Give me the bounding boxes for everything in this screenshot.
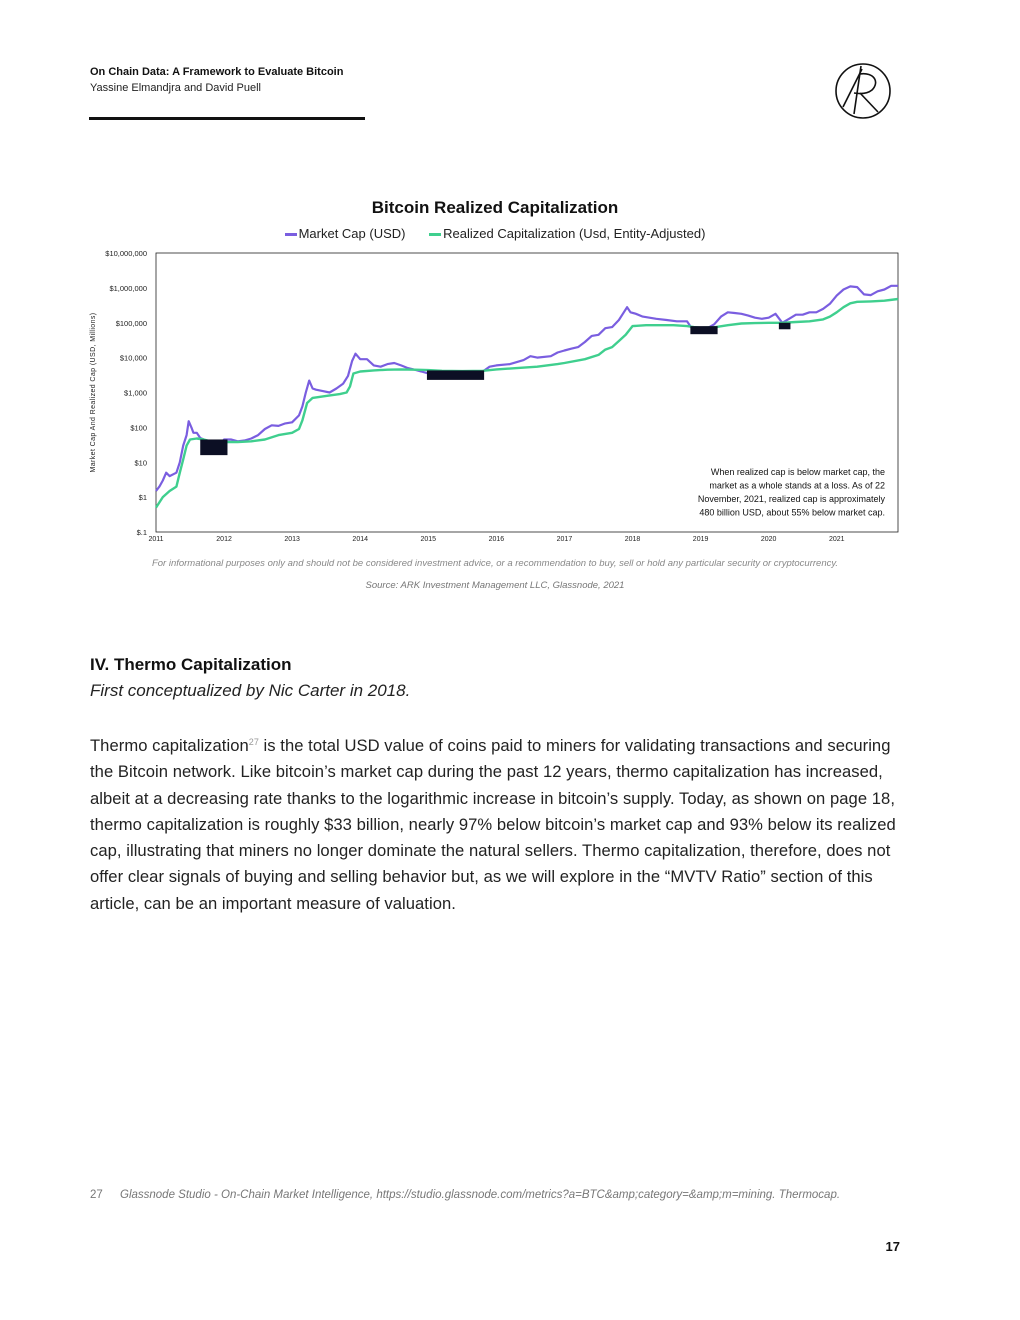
footnote	[90, 1187, 880, 1203]
x-tick-label: 2021	[828, 536, 845, 543]
loss-period-box	[690, 326, 717, 334]
x-tick-label: 2011	[148, 536, 164, 543]
body-paragraph	[90, 733, 908, 917]
chart-source: Source: ARK Investment Management LLC, Glassnode, 2021	[365, 580, 625, 591]
legend-label-market-cap: Market Cap (USD)	[298, 226, 406, 241]
chart-annotation-line: November, 2021, realized cap is approximately	[697, 494, 885, 504]
y-tick-label: $1	[138, 493, 147, 503]
section-heading: IV. Thermo Capitalization	[90, 655, 292, 674]
header-divider	[89, 117, 365, 120]
x-tick-label: 2016	[488, 536, 505, 543]
ark-logo-icon	[834, 62, 892, 120]
document-authors: Yassine Elmandjra and David Puell	[90, 82, 261, 94]
body-text-rest: is the total USD value of coins paid to miners for validating transactions and securing the Bitcoin network. Like bitcoin’s market cap during the past 12 years, thermo capitalization has increased, albeit at a decreasing rate thanks to the logarithmic increase in bitcoin’s supply. Today, as shown on page 18, thermo capitalization is roughly $33 billion, nearly 97% below bitcoin’s market cap and 93% below its realized cap, illustrating that miners no longer dominate the natural sellers. Thermo capitalization, therefore, does not offer clear signals of buying and selling behavior but, as we will explore in the “MVTV Ratio” section of this article, can be an important measure of valuation.	[90, 736, 896, 913]
x-tick-label: 2019	[692, 536, 709, 543]
market-cap-line	[156, 286, 898, 491]
y-tick-label: $10,000	[119, 353, 147, 363]
loss-period-box	[200, 439, 227, 455]
page-header	[90, 66, 343, 94]
footnote-text: Glassnode Studio - On-Chain Market Intelligence, https://studio.glassnode.com/metrics?a=BTC&amp;category=&amp;m=mining. Thermocap.	[120, 1189, 841, 1201]
section-subheading: First conceptualized by Nic Carter in 2018.	[90, 681, 411, 700]
chart-plot	[85, 196, 915, 546]
page-number: 17	[885, 1239, 900, 1254]
x-tick-label: 2017	[556, 536, 573, 543]
loss-period-box	[779, 323, 791, 330]
y-tick-label: $10	[134, 458, 147, 468]
loss-period-box	[427, 370, 484, 379]
document-title: On Chain Data: A Framework to Evaluate Bitcoin	[90, 66, 344, 78]
chart-annotation-line: When realized cap is below market cap, the	[710, 467, 885, 477]
chart-disclaimer: For informational purposes only and should not be considered investment advice, or a recommendation to buy, sell or hold any particular security or cryptocurrency.	[151, 558, 839, 569]
x-tick-label: 2013	[284, 536, 300, 543]
y-tick-label: $100,000	[115, 318, 147, 328]
chart-annotation-line: 480 billion USD, about 55% below market cap.	[699, 507, 885, 518]
y-tick-label: $1,000,000	[109, 283, 147, 293]
x-tick-label: 2012	[216, 536, 232, 543]
body-text-start: Thermo capitalization	[90, 736, 249, 755]
y-tick-label: $10,000,000	[105, 249, 147, 258]
legend-label-realized-cap: Realized Capitalization (Usd, Entity-Adjusted)	[443, 226, 706, 241]
chart-annotation	[698, 467, 886, 518]
y-axis-label: Market Cap And Realized Cap (USD, Millions)	[90, 312, 97, 473]
chart-annotation-line: market as a whole stands at a loss. As of 22	[709, 480, 885, 491]
footnote-number: 27	[90, 1189, 103, 1201]
x-tick-label: 2018	[624, 536, 641, 543]
x-tick-label: 2014	[352, 536, 369, 543]
y-tick-label: $1,000	[124, 388, 147, 398]
x-tick-label: 2020	[760, 536, 777, 543]
realized-cap-chart	[85, 196, 915, 546]
y-tick-label: $.1	[136, 528, 147, 537]
y-tick-label: $100	[130, 423, 147, 433]
x-tick-label: 2015	[420, 536, 437, 543]
chart-title: Bitcoin Realized Capitalization	[371, 198, 619, 217]
footnote-reference[interactable]: 27	[248, 737, 259, 747]
